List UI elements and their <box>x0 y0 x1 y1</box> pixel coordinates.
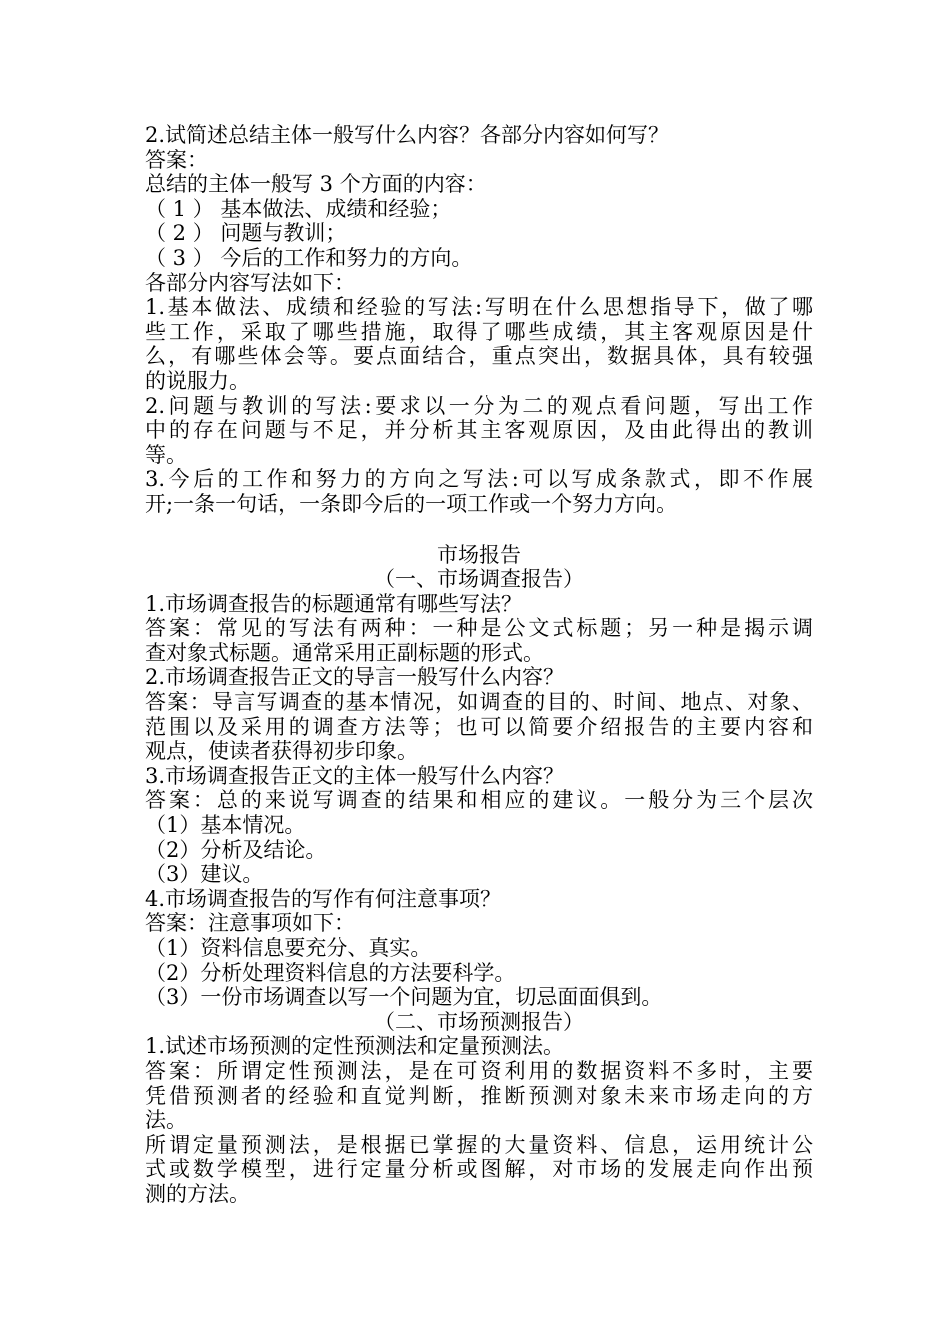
subsection-title: （一、市场调查报告） <box>374 567 584 592</box>
list-item: （ 3 ） 今后的工作和努力的方向。 <box>145 245 473 270</box>
paragraph-line: 1.基本做法、成绩和经验的写法:写明在什么思想指导下，做了哪 <box>145 295 813 320</box>
list-item: （2）分析及结论。 <box>145 837 327 862</box>
paragraph-line: 观点，使读者获得初步印象。 <box>145 739 418 764</box>
list-item: （1）基本情况。 <box>145 813 306 838</box>
paragraph-line: 些工作，采取了哪些措施，取得了哪些成绩，其主客观原因是什 <box>145 319 813 344</box>
paragraph-line: 答案：所谓定性预测法，是在可资利用的数据资料不多时，主要 <box>145 1058 813 1083</box>
question-heading: 3.市场调查报告正文的主体一般写什么内容？ <box>145 763 565 788</box>
paragraph-line: 答案：常见的写法有两种：一种是公文式标题；另一种是揭示调 <box>145 616 813 641</box>
section-title: 市场报告 <box>437 542 521 567</box>
question-heading: 4.市场调查报告的写作有何注意事项？ <box>145 886 502 911</box>
paragraph-line: 查对象式标题。通常采用正副标题的形式。 <box>145 640 544 665</box>
paragraph-line: 式或数学模型，进行定量分析或图解，对市场的发展走向作出预 <box>145 1157 813 1182</box>
paragraph-line: 么，有哪些体会等。要点面结合，重点突出，数据具体，具有较强 <box>145 344 813 369</box>
subsection-title: （二、市场预测报告） <box>374 1009 584 1034</box>
paragraph-line: 中的存在问题与不足，并分析其主客观原因，及由此得出的教训 <box>145 418 813 443</box>
list-item: （ 2 ） 问题与教训； <box>145 221 347 246</box>
paragraph-line: 答案：导言写调查的基本情况，如调查的目的、时间、地点、对象、 <box>145 690 813 715</box>
question-heading: 1.试述市场预测的定性预测法和定量预测法。 <box>145 1034 565 1059</box>
list-item: （3）一份市场调查以写一个问题为宜，切忌面面俱到。 <box>145 985 663 1010</box>
paragraph-line: 凭借预测者的经验和直觉判断，推断预测对象未来市场走向的方 <box>145 1083 813 1108</box>
methods-intro: 各部分内容写法如下： <box>145 270 355 295</box>
document-page <box>145 123 813 1207</box>
paragraph-line: 等。 <box>145 442 187 467</box>
paragraph-line: 范围以及采用的调查方法等；也可以简要介绍报告的主要内容和 <box>145 714 813 739</box>
list-item: （ 1 ） 基本做法、成绩和经验； <box>145 196 452 221</box>
section-spacer <box>145 517 813 543</box>
paragraph-line: 3.今后的工作和努力的方向之写法:可以写成条款式，即不作展 <box>145 467 813 492</box>
list-item: （1）资料信息要充分、真实。 <box>145 936 432 960</box>
question-heading: 2.市场调查报告正文的导言一般写什么内容？ <box>145 665 565 690</box>
answer-intro: 总结的主体一般写 3 个方面的内容： <box>145 172 487 197</box>
list-item: （2）分析处理资料信息的方法要科学。 <box>145 960 516 985</box>
paragraph-line: 所谓定量预测法，是根据已掌握的大量资料、信息，运用统计公 <box>145 1132 813 1157</box>
paragraph-line: 答案：注意事项如下： <box>145 911 355 936</box>
paragraph-line: 法。 <box>145 1108 187 1133</box>
paragraph-line: 的说服力。 <box>145 368 250 393</box>
answer-label: 答案： <box>145 147 208 172</box>
paragraph-line: 2.问题与教训的写法:要求以一分为二的观点看问题，写出工作 <box>145 393 813 418</box>
question-heading: 1.市场调查报告的标题通常有哪些写法？ <box>145 591 523 616</box>
paragraph-line: 测的方法。 <box>145 1181 250 1206</box>
paragraph-line: 开;一条一句话，一条即今后的一项工作或一个努力方向。 <box>145 491 678 516</box>
list-item: （3）建议。 <box>145 862 264 887</box>
paragraph-line: 答案：总的来说写调查的结果和相应的建议。一般分为三个层次 <box>145 788 813 813</box>
question-heading: 2.试简述总结主体一般写什么内容？各部分内容如何写？ <box>145 123 670 147</box>
